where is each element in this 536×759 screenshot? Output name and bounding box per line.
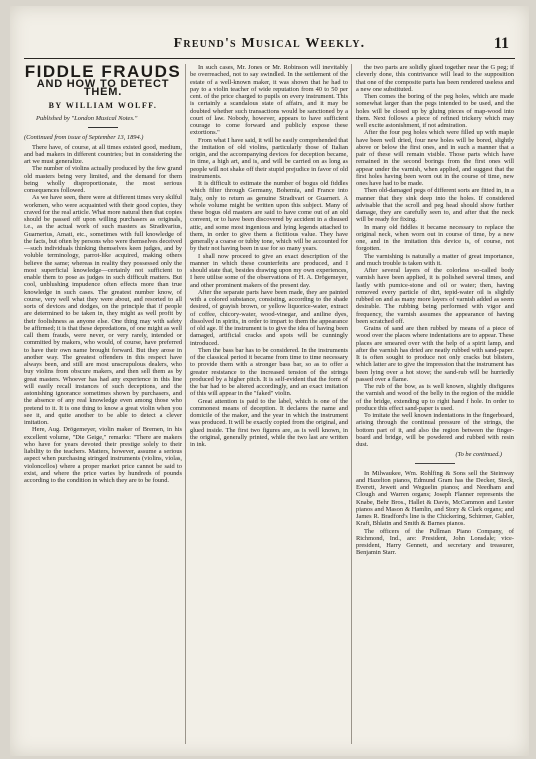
- paragraph: After the four peg holes which were filled up with maple have been well dried, four new holes will be bored, slightly above or below the first ones, and in such a manner that a pair of these will remain visible. Those parts which have remained in the second borings from the first ones will appear under the varnish, when applied, and suggest that the first holes having been worn out in the course of time, new ones have had to be made.: [356, 129, 514, 187]
- column-1: [24, 64, 182, 752]
- scanned-page: [10, 6, 529, 756]
- periodical-title: Freund's Musical Weekly.: [173, 36, 366, 51]
- paragraph: The rub of the bow, as is well known, slightly disfigures the varnish and wood of the belly in the region of the middle of the bridge, extending up to right hand f hole. In order to produce this effect sand-paper is used.: [356, 383, 514, 412]
- paragraph: In many old fiddles it became necessary to replace the original neck, when worn out in course of time, by a new one, and in the imitation this device is, of course, not forgotten.: [356, 223, 514, 253]
- paragraph: In such cases, Mr. Jones or Mr. Robinson will inevitably be overreached, not to say swindled. In the settlement of the estate of a well-known maker, it was shown that he had to pay to a violin teacher of wide reputation from 40 to 50 per cent. of the price charged to pupils on every instrument. This is certainly a scandalous state of affairs, and it may be doubted whether such transactions would be sanctioned by a court of law. Nobody, however, appears to have sufficient courage to come forward and publicly expose these extortions.": [190, 64, 348, 137]
- paragraph: The number of violins actually produced by the few grand old masters being very limited, and the demand for them being wholly disproportionate, the most serious consequences followed.: [24, 165, 182, 194]
- paragraph: The varnishing is naturally a matter of great importance, and much trouble is taken with it.: [356, 252, 514, 267]
- published-note: Published by "London Musical Notes.": [36, 115, 138, 122]
- paragraph: Grains of sand are then rubbed by means of a piece of wood over the places where indentations are to appear. These places are smeared over with the help of a spirit lamp, and after the varnish has dried are neatly rubbed with sand-paper. It is often sought to produce not only cracks but blisters, which latter are to give the impression that the instrument has been lying over a hot stove; the sand-rub will be hurriedly passed over a flame.: [356, 325, 514, 383]
- paragraph: Here, Aug. Drögemeyer, violin maker of Bremen, in his excellent volume, "Die Geige," remarks: "There are makers who have for years devoted their prestige solely to their liability to the teachers. Matters, however, assume a serious aspect when purchasing stringed instruments (violins, violas, violoncellos) where a proper market price cannot be said to exist, and where the price varies by hundreds of pounds according to the condition in which they are to be found.: [24, 426, 182, 484]
- continued-note: (Continued from issue of September 13, 1894.): [24, 134, 144, 142]
- short-rule: [88, 127, 118, 128]
- column-divider: [185, 64, 186, 744]
- paragraph: It is difficult to estimate the number of bogus old fiddles which filter through Germany, Bohemia, and France into Italy, only to return as genuine Stradivari or Guarneri. A whole volume might be written upon this subject. Many of these bogus old masters are said to have come out of an old convent, or to have been discovered by accident in a disused attic, and some most ingenious and lying legends attached to them, in order to give them a fictitious value. They have generally a coarse or tubby tone, which will be accounted for by their not having been in use for so many years.: [190, 180, 348, 253]
- to-be-continued: (To be continued.): [455, 451, 502, 459]
- column-2: [190, 64, 348, 752]
- page-number: 11: [493, 35, 509, 52]
- article-title: FIDDLE FRAUDS: [24, 64, 182, 81]
- column-3: [356, 64, 514, 752]
- paragraph: As we have seen, there were at different times very skilful workmen, who were acquainted with their good copies, they craved for the real article. What more natural then that copies should be passed off upon willing purchasers as originals, i.e., as the actual work of such masters as Stradivarius, Guarnerius, Amati, etc., sometimes with full knowledge of the facts, but often by persons who were themselves deceived—such individuals thinking themselves keen judges, and by voluble terminology, parrot-like acquired, making others believe the same; whereas in reality they possessed only the most superficial knowledge—certainly not sufficient to enable them to pose as judges in such difficult matters. But cool, unblushing impudence often effects more than true knowledge in such cases. The greatest number know, of course, very well what they were about, and resorted to all sorts of devices and dodges, on the principle that if people are determined to be taken in, they might as well profit by their foolishness as anyone else. One thing may with safety be affirmed; it is that these depredations, of one might as well call them frauds, were never, or very rarely, intended or committed by makers, who would, of course, have preferred to have their own name brought forward. But they arose in another way. The greatest offenders in this respect have always been, and still are most unscrupulous dealers, who buy violins from obscure makers, and then sell them as by great masters. Whoever has had any experience in this line will easily recall instances of such deceptions, and the astonishing ignorance sometimes shown by purchasers, and the absence of any real knowledge even among those who pretend to it. It is one thing to know a great violin when you see it, and quite another to be able to detect a clever imitation.: [24, 194, 182, 426]
- paragraph: Then the bass bar has to be considered. In the instruments of the classical period it became from time to time necessary to provide them with a stronger bass bar, so as to offer a greater resistance to the increased tension of the strings produced by a higher pitch. It is self-evident that the form of the bar had to be altered accordingly, and an exact imitation of this will appear in the "faked" violin.: [190, 346, 348, 398]
- paragraph: Then old-damaged pegs of different sorts are fitted in, in a manner that they sink deep into the holes. If considered advisable that the scroll and peg head should show further damage, they are carefully seen to, and after that the neck will be ready for fixing.: [356, 187, 514, 224]
- section-rule: [415, 463, 455, 464]
- paragraph: I shall now proceed to give an exact description of the manner in which these counterfeits are produced, and I should state that, besides drawing upon my own experiences, I here utilise some of the observations of H. A. Drögemeyer, and other prominent makers of the present day.: [190, 252, 348, 289]
- news-paragraph: In Milwaukee, Wm. Rohlfing & Sons sell the Steinway and Hazelton pianos, Edmund Gram has the Decker, Steck, Everett, Jewett and Weguelin pianos; and Needham and Clough and Warren organs; Joseph Flanner represents the Knabe, Behr Bros., Hallet & Davis, McCammon and Lester pianos and Mason & Hamlin, and Story & Clark organs; and James R. Bradford's line is the Chickering, Schirmer, Gabler, Kraft, Bhlatin and Smith & Barnes pianos.: [356, 469, 514, 528]
- paragraph: Great attention is paid to the label, which is one of the commonest means of deception. It declares the name and domicile of the maker, and the year in which the instrument was produced. It will be exactly copied from the original, and glued inside. The first two figures are, as is well known, in the original, generally printed, while the two last are written in ink.: [190, 397, 348, 448]
- paragraph: After the separate parts have been made, they are painted with a colored substance, consisting, according to the shade desired, of grayish brown, or yellow liquorice-water, extract of coffee, chicory-water, wood-vinegar, and aniline dyes, dissolved in spirits, in order to impart to them the appearance of old age. If the instrument is to give the idea of having been damaged, artificial cracks and spots will be cunningly introduced.: [190, 288, 348, 347]
- article-byline: BY WILLIAM WOLFF.: [48, 100, 158, 110]
- paragraph: There have, of course, at all times existed good, medium, and bad makers in different countries; but in considering the art we must generalize.: [24, 143, 182, 165]
- running-header: [24, 36, 515, 56]
- paragraph: Then comes the boring of the peg holes, which are made somewhat larger than the pegs intended to be used, and the holes will be closed up by gluing pieces of map-wood into them. Next follows a piece of refined trickery which may well excite astonishment, if not admiration.: [356, 93, 514, 129]
- article-subtitle: AND HOW TO DETECT THEM.: [36, 78, 170, 98]
- paragraph: To imitate the well known indentations in the fingerboard, arising through the continual pressure of the strings, the bottom part of it, and also the region between the finger-board and bridge, will be powdered and rubbed with resin dust.: [356, 412, 514, 448]
- paragraph: After several layers of the colorless so-called body varnish have been applied, it is polished several times, and lastly with pumice-stone and oil or water; then, having removed every particle of dirt, tepid-water oil is slightly rubbed on and as many more layers of varnish added as seem desirable. The rubbing being performed with vigor and frequency, the varnish assumes the appearance of having been scratched off.: [356, 267, 514, 325]
- paragraph: the two parts are solidly glued together near the G peg; if cleverly done, this contrivance will lead to the supposition that one of the composite parts has been rendered useless and a new one substituted.: [356, 64, 514, 93]
- news-paragraph: The officers of the Pullman Piano Company, of Richmond, Ind., are: President, John Lonsdale; vice-president, Harry Gennett, and secretary and treasurer, Benjamin Starr.: [356, 527, 514, 557]
- paragraph: From what I have said, it will be easily comprehended that the imitation of old violins, particularly those of Italian origin, and the accompanying devices for deception became, in time, a high art, and is, and will be carried on as long as people will not shake off their stupid prejudice in favor of old instruments.: [190, 136, 348, 180]
- column-divider: [351, 64, 352, 744]
- header-rule: [24, 58, 515, 59]
